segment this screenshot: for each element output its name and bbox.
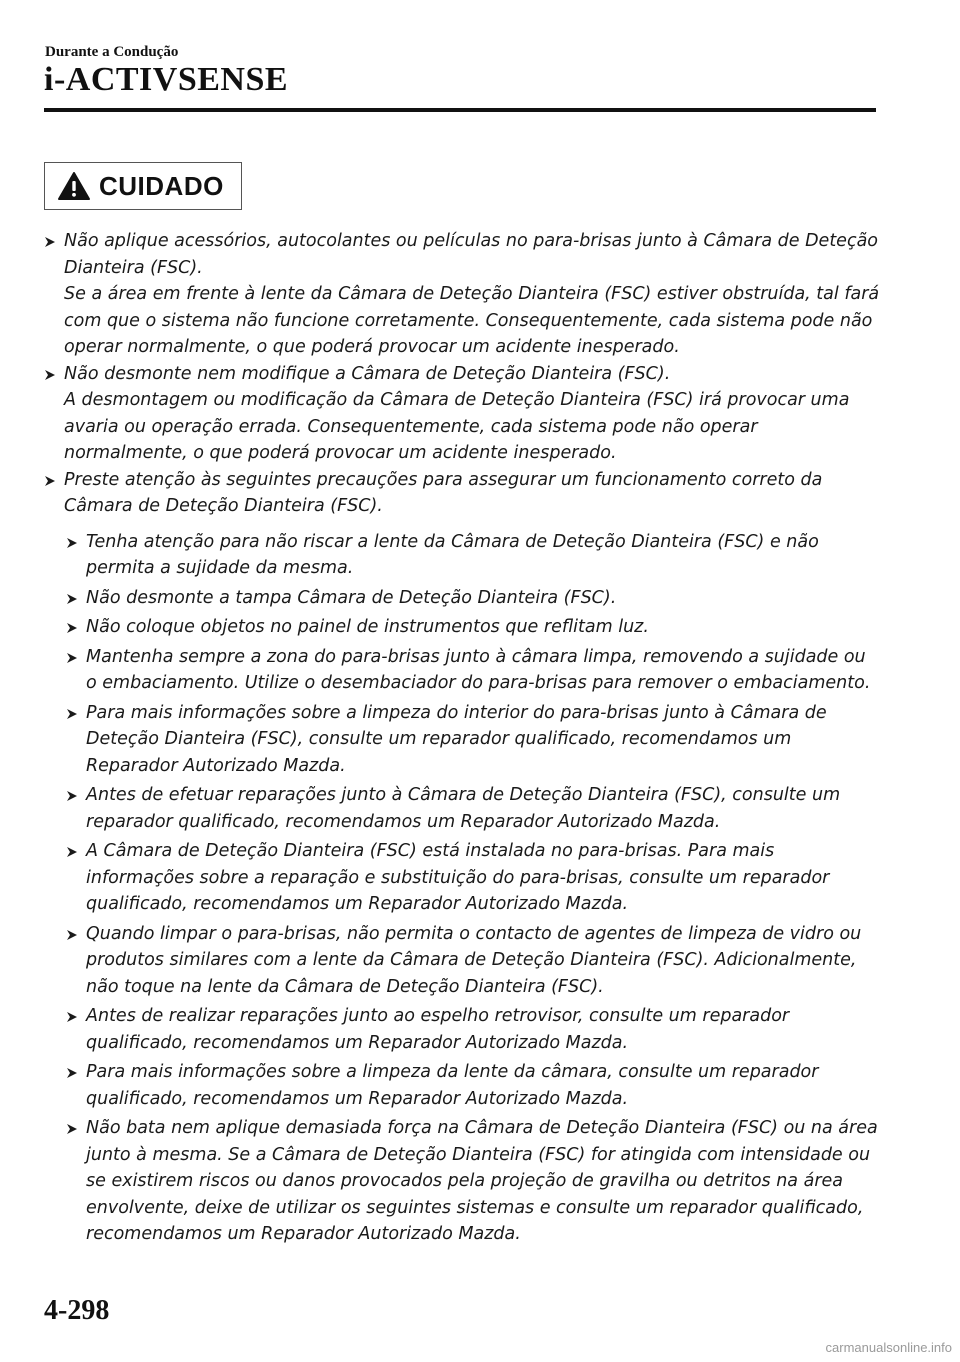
warning-triangle-icon (57, 171, 91, 201)
caution-subitem (44, 921, 880, 1001)
header-divider (44, 108, 876, 112)
caution-subitem-text: Tenha atenção para não riscar a lente da Câmara de Deteção Dianteira (FSC) e não permita a sujidade da mesma. (86, 531, 819, 578)
arrow-bullet-icon (66, 622, 78, 634)
caution-subitem-text: Para mais informações sobre a limpeza da lente da câmara, consulte um reparador qualificado, recomendamos um Reparador Autorizado Mazda. (86, 1062, 819, 1109)
caution-subitem (44, 782, 880, 835)
caution-subitem-text: Mantenha sempre a zona do para-brisas junto à câmara limpa, removendo a sujidade ou o embaciamento. Utilize o desembaciador do para-brisas para remover o embaciamento. (86, 646, 871, 693)
caution-item-heading: Preste atenção às seguintes precauções para assegurar um funcionamento correto da Câmara de Deteção Dianteira (FSC). (64, 469, 823, 516)
arrow-bullet-icon (44, 236, 56, 248)
caution-subitem (44, 529, 880, 582)
caution-item (44, 467, 880, 520)
caution-item-body: A desmontagem ou modificação da Câmara de Deteção Dianteira (FSC) irá provocar uma avaria ou operação errada. Consequentemente, cada sistema pode não operar normalmente, o que poderá provocar um acidente inesperado. (64, 390, 850, 463)
page-title: i-ACTIVSENSE (44, 61, 289, 98)
caution-subitem (44, 838, 880, 918)
caution-subitem (44, 1115, 880, 1248)
caution-subitem-text: Não coloque objetos no painel de instrumentos que reflitam luz. (86, 617, 649, 637)
caution-subitem-text: Quando limpar o para-brisas, não permita o contacto de agentes de limpeza de vidro ou produtos similares com a lente da Câmara de Deteção Dianteira (FSC). Adicionalmente, não toque na lente da Câmara de Deteção Dianteira (FSC). (86, 923, 862, 997)
arrow-bullet-icon (44, 475, 56, 487)
caution-label: CUIDADO (99, 170, 224, 201)
arrow-bullet-icon (66, 929, 78, 941)
caution-subitem (44, 1003, 880, 1056)
caution-subitem (44, 700, 880, 780)
arrow-bullet-icon (66, 1011, 78, 1023)
arrow-bullet-icon (66, 846, 78, 858)
caution-subitem-text: A Câmara de Deteção Dianteira (FSC) está instalada no para-brisas. Para mais informações sobre a reparação e substituição do para-brisas, consulte um reparador qualificado, recomendamos um Reparador Autorizado Mazda. (86, 841, 830, 914)
caution-item-body: Se a área em frente à lente da Câmara de Deteção Dianteira (FSC) estiver obstruída, tal fará com que o sistema não funcione corretamente. Consequentemente, cada sistema pode não operar normalmente, o que poderá provocar um acidente inesperado. (64, 284, 880, 357)
caution-subitem (44, 1059, 880, 1112)
caution-subitem-text: Antes de realizar reparações junto ao espelho retrovisor, consulte um reparador qualificado, recomendamos um Reparador Autorizado Mazda. (86, 1006, 790, 1053)
caution-subitem-text: Não desmonte a tampa Câmara de Deteção Dianteira (FSC). (86, 587, 617, 608)
arrow-bullet-icon (66, 708, 78, 720)
caution-content (44, 228, 880, 1248)
arrow-bullet-icon (66, 1067, 78, 1079)
caution-item-heading: Não desmonte nem modifique a Câmara de Deteção Dianteira (FSC). (64, 363, 671, 384)
caution-subitem-text: Para mais informações sobre a limpeza do interior do para-brisas junto à Câmara de Deteção Dianteira (FSC), consulte um reparador qualificado, recomendamos um Reparador Autorizado Mazda. (86, 702, 827, 776)
arrow-bullet-icon (66, 790, 78, 802)
caution-subitem-text: Antes de efetuar reparações junto à Câmara de Deteção Dianteira (FSC), consulte um reparador qualificado, recomendamos um Reparador Autorizado Mazda. (86, 785, 841, 832)
caution-banner (44, 162, 242, 210)
watermark: carmanualsonline.info (825, 1340, 952, 1355)
caution-subitem (44, 614, 880, 641)
caution-item (44, 228, 880, 361)
caution-subitem (44, 644, 880, 697)
arrow-bullet-icon (66, 593, 78, 605)
arrow-bullet-icon (66, 1123, 78, 1135)
caution-item-heading: Não aplique acessórios, autocolantes ou películas no para-brisas junto à Câmara de Deteção Dianteira (FSC). (64, 231, 878, 278)
caution-subitem-text: Não bata nem aplique demasiada força na Câmara de Deteção Dianteira (FSC) ou na área junto à mesma. Se a Câmara de Deteção Dianteira (FSC) for atingida com intensidade ou se existirem riscos ou danos provocados pela projeção de gravilha ou detritos na área envolvente, deixe de utilizar os seguintes sistemas e consulte um reparador qualificado, recomendamos um Reparador Autorizado Mazda. (86, 1118, 878, 1244)
arrow-bullet-icon (44, 369, 56, 381)
caution-subitem (44, 585, 880, 612)
caution-item (44, 361, 880, 467)
arrow-bullet-icon (66, 652, 78, 664)
section-header: Durante a Condução (45, 44, 179, 60)
arrow-bullet-icon (66, 537, 78, 549)
page-number: 4-298 (44, 1295, 110, 1326)
